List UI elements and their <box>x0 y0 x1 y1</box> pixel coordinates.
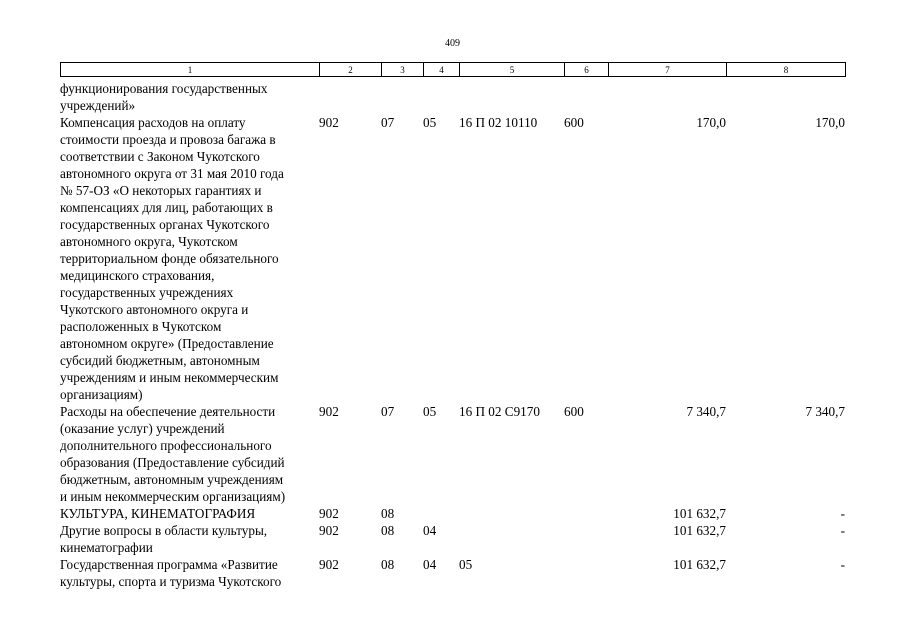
name-line: расположенных в Чукотском <box>60 319 222 334</box>
target-article <box>459 522 564 556</box>
section-code: 08 <box>381 557 395 572</box>
table-row <box>60 80 845 114</box>
name-line: № 57-ОЗ «О некоторых гарантиях и <box>60 183 262 198</box>
expense-type: 600 <box>564 115 584 130</box>
amount-subvention: - <box>840 557 845 572</box>
header-col-5: 5 <box>460 63 565 77</box>
name-line: Другие вопросы в области культуры, <box>60 523 268 538</box>
admin-code: 902 <box>319 557 339 572</box>
row-name <box>60 556 319 590</box>
name-line: автономном округе» (Предоставление <box>60 336 274 351</box>
target-article <box>459 80 564 114</box>
header-col-7: 7 <box>609 63 727 77</box>
amount: 101 632,7 <box>673 506 726 521</box>
section-code: 07 <box>381 404 395 419</box>
header-row <box>61 63 846 77</box>
row-name <box>60 522 319 556</box>
section-code: 08 <box>381 523 395 538</box>
admin-code: 902 <box>319 404 339 419</box>
amount: 101 632,7 <box>673 557 726 572</box>
name-line: стоимости проезда и провоза багажа в <box>60 132 276 147</box>
amount <box>608 80 726 114</box>
header-col-8: 8 <box>727 63 846 77</box>
admin-code: 902 <box>319 115 339 130</box>
name-line: и иным некоммерческим организациям) <box>60 489 286 504</box>
name-line: территориальном фонде обязательного <box>60 251 279 266</box>
amount-subvention: 170,0 <box>815 115 845 130</box>
table-row <box>60 403 845 505</box>
row-name <box>60 403 319 505</box>
name-line: учреждениям и иным некоммерческим <box>60 370 279 385</box>
header-col-2: 2 <box>320 63 382 77</box>
name-line: компенсациях для лиц, работающих в <box>60 200 273 215</box>
name-line: КУЛЬТУРА, КИНЕМАТОГРАФИЯ <box>60 506 256 521</box>
table-row <box>60 556 845 590</box>
subsection-code: 04 <box>423 557 437 572</box>
name-line: учреждений» <box>60 98 136 113</box>
row-name <box>60 505 319 522</box>
name-line: субсидий бюджетным, автономным <box>60 353 260 368</box>
table-row <box>60 114 845 403</box>
amount: 101 632,7 <box>673 523 726 538</box>
name-line: Расходы на обеспечение деятельности <box>60 404 276 419</box>
name-line: Чукотского автономного округа и <box>60 302 249 317</box>
admin-code: 902 <box>319 506 339 521</box>
table-row <box>60 522 845 556</box>
name-line: бюджетным, автономным учреждениям <box>60 472 284 487</box>
name-line: автономного округа, Чукотском <box>60 234 238 249</box>
name-line: культуры, спорта и туризма Чукотского <box>60 574 282 589</box>
row-name <box>60 114 319 403</box>
name-line: дополнительного профессионального <box>60 438 272 453</box>
subsection-code: 05 <box>423 404 437 419</box>
subsection-code <box>423 505 459 522</box>
expense-type <box>564 522 608 556</box>
budget-table <box>60 80 845 590</box>
amount-subvention: - <box>840 506 845 521</box>
header-col-6: 6 <box>565 63 609 77</box>
target-article <box>459 505 564 522</box>
subsection-code: 05 <box>423 115 437 130</box>
target-article: 16 П 02 С9170 <box>459 404 540 419</box>
name-line: Государственная программа «Развитие <box>60 557 278 572</box>
name-line: соответствии с Законом Чукотского <box>60 149 260 164</box>
table-row <box>60 505 845 522</box>
subsection-code <box>423 80 459 114</box>
section-code: 07 <box>381 115 395 130</box>
page-number: 409 <box>445 38 460 49</box>
amount: 7 340,7 <box>686 404 726 419</box>
header-col-4: 4 <box>424 63 460 77</box>
admin-code: 902 <box>319 523 339 538</box>
header-col-3: 3 <box>382 63 424 77</box>
expense-type <box>564 556 608 590</box>
amount-subvention <box>726 80 845 114</box>
subsection-code: 04 <box>423 523 437 538</box>
name-line: Компенсация расходов на оплату <box>60 115 246 130</box>
amount-subvention: 7 340,7 <box>805 404 845 419</box>
name-line: организациям) <box>60 387 143 402</box>
target-article: 16 П 02 10110 <box>459 115 538 130</box>
name-line: образования (Предоставление субсидий <box>60 455 285 470</box>
name-line: государственных учреждениях <box>60 285 234 300</box>
name-line: автономного округа от 31 мая 2010 года <box>60 166 284 181</box>
section-code <box>381 80 423 114</box>
name-line: медицинского страхования, <box>60 268 215 283</box>
name-line: (оказание услуг) учреждений <box>60 421 225 436</box>
header-col-1: 1 <box>61 63 320 77</box>
target-article: 05 <box>459 557 473 572</box>
section-code: 08 <box>381 506 395 521</box>
amount: 170,0 <box>696 115 726 130</box>
expense-type <box>564 505 608 522</box>
expense-type: 600 <box>564 404 584 419</box>
name-line: кинематографии <box>60 540 153 555</box>
expense-type <box>564 80 608 114</box>
admin-code <box>319 80 381 114</box>
name-line: государственных органах Чукотского <box>60 217 270 232</box>
name-line: функционирования государственных <box>60 81 268 96</box>
row-name <box>60 80 319 114</box>
amount-subvention: - <box>840 523 845 538</box>
column-number-header <box>60 62 846 77</box>
